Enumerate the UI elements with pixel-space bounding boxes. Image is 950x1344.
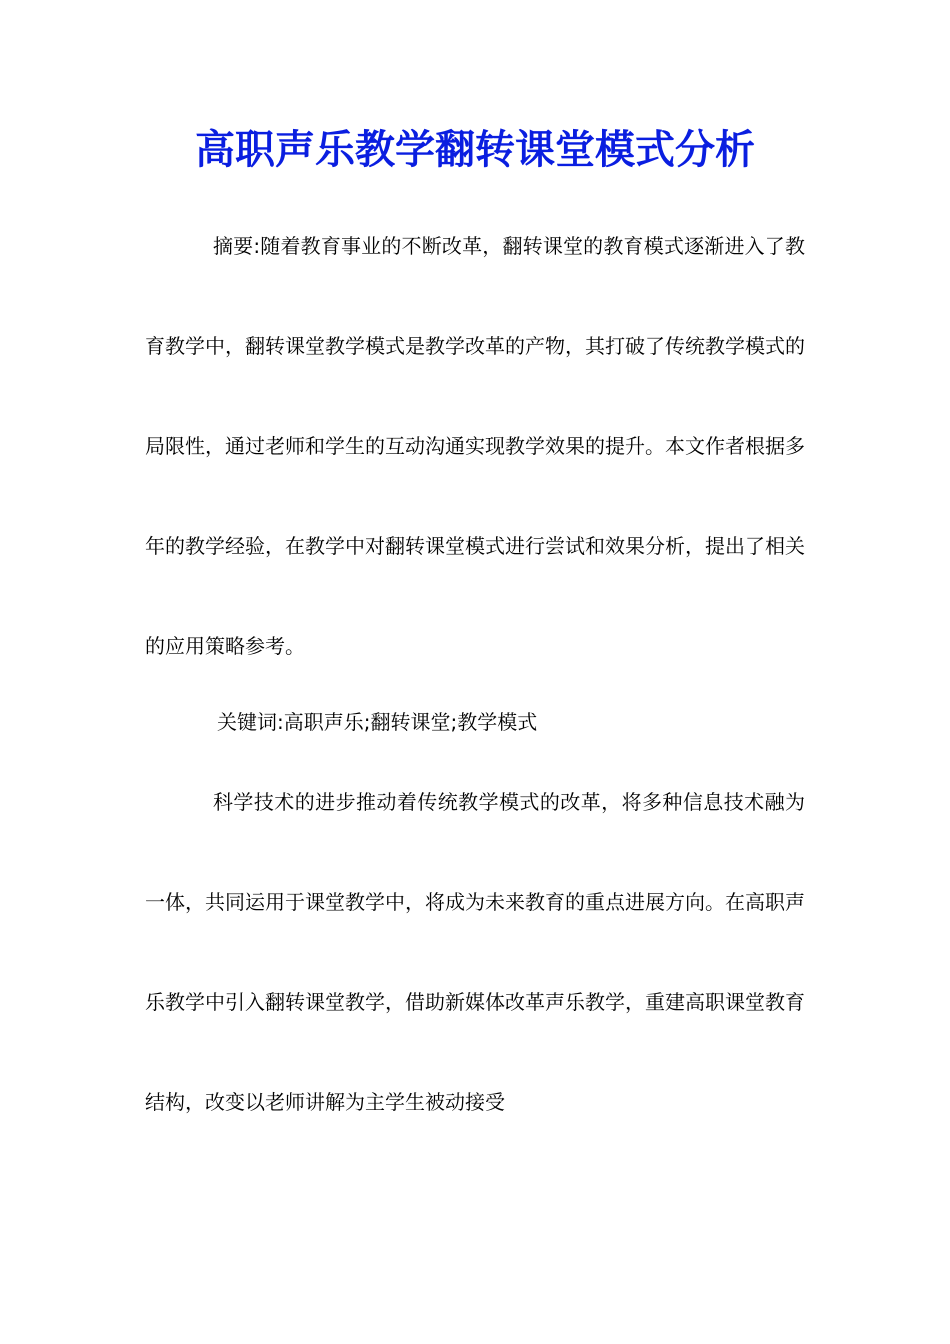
abstract-paragraph: 摘要:随着教育事业的不断改革，翻转课堂的教育模式逐渐进入了教育教学中，翻转课堂教学模式是教学改革的产物，其打破了传统教学模式的局限性，通过老师和学生的互动沟通实现教学效果的提升。本文作者根据多年的教学经验，在教学中对翻转课堂模式进行尝试和效果分析，提出了相关的应用策略参考。: [145, 234, 805, 658]
keywords-line: 关键词:高职声乐;翻转课堂;教学模式: [217, 710, 538, 734]
document-title: 高职声乐教学翻转课堂模式分析: [195, 126, 755, 173]
body-paragraph: 科学技术的进步推动着传统教学模式的改革，将多种信息技术融为一体，共同运用于课堂教学中，将成为未来教育的重点进展方向。在高职声乐教学中引入翻转课堂教学，借助新媒体改革声乐教学，重建高职课堂教育结构，改变以老师讲解为主学生被动接受: [145, 790, 805, 1114]
